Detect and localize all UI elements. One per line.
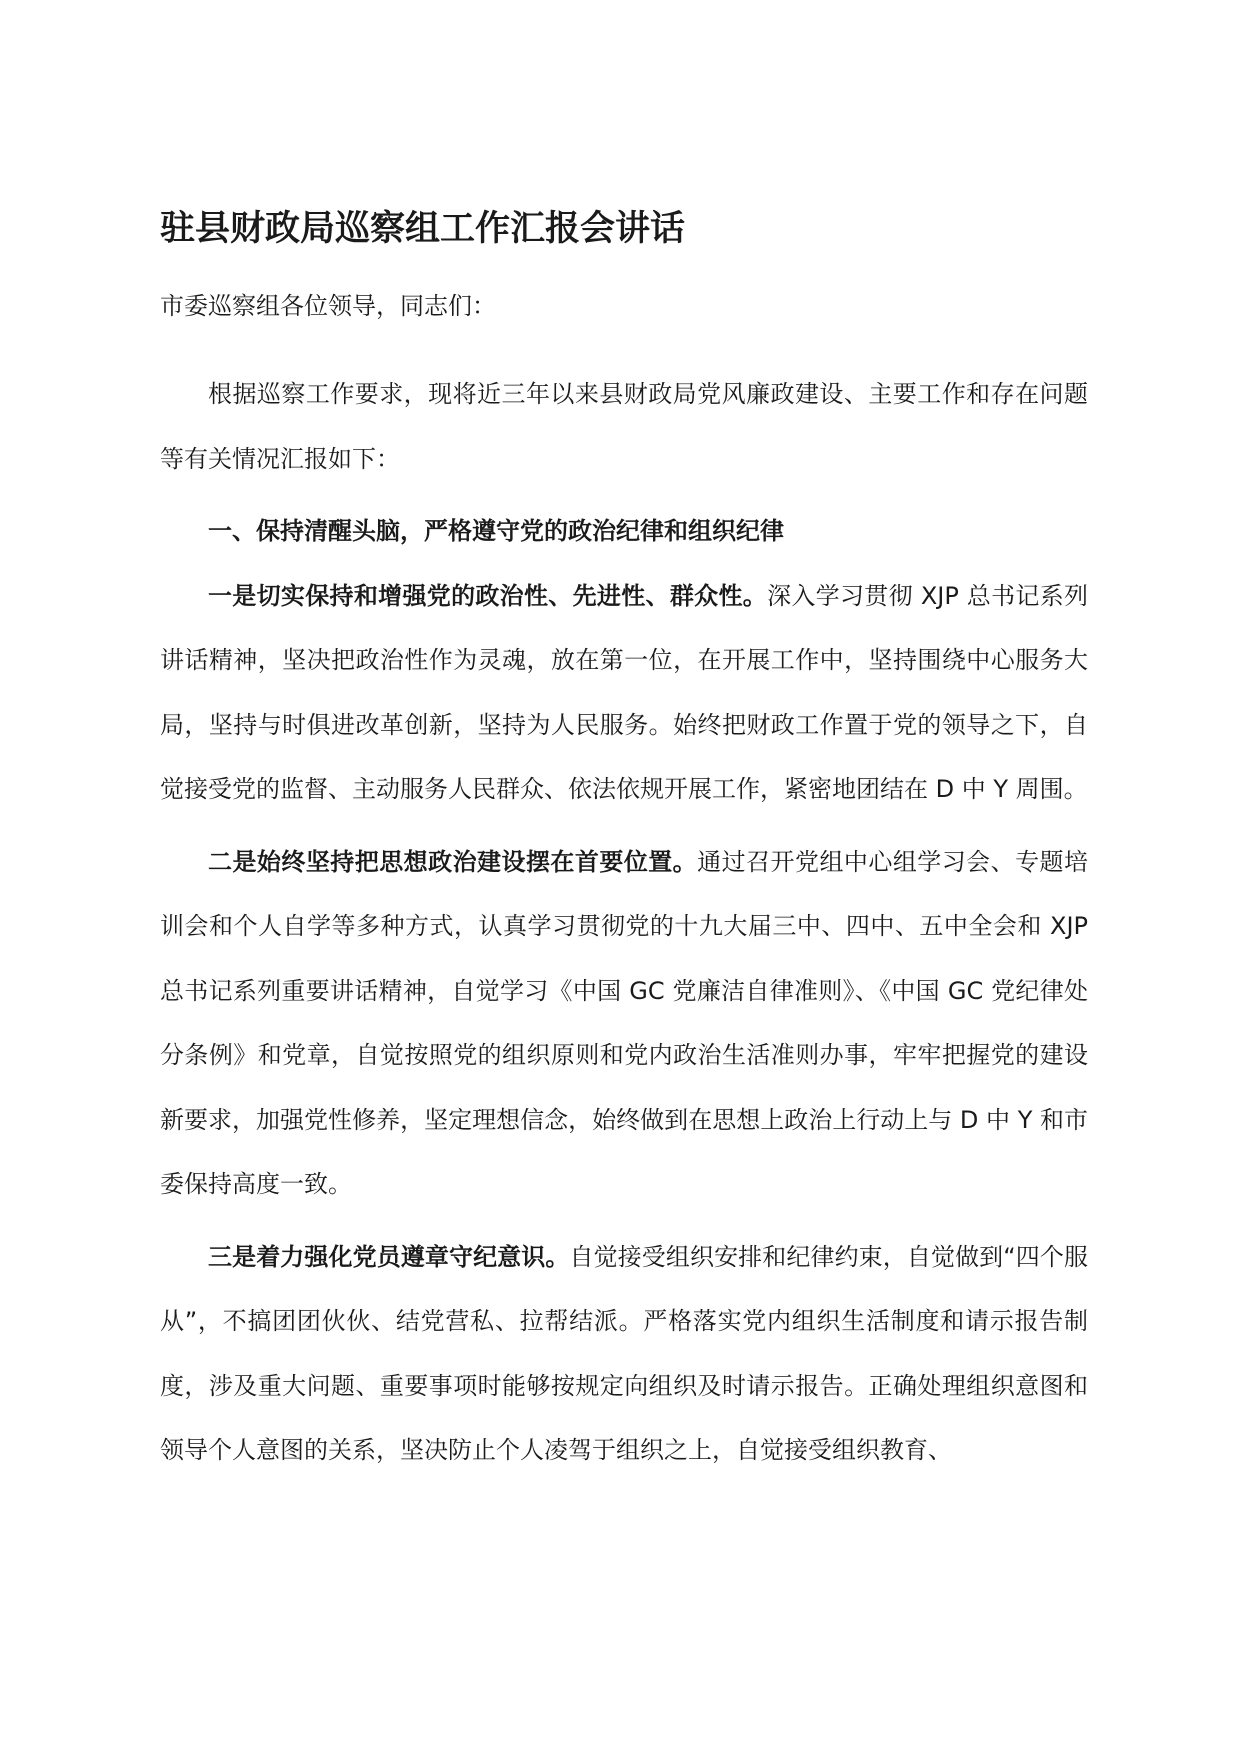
salutation: 市委巡察组各位领导，同志们： xyxy=(160,292,496,320)
paragraph-2 xyxy=(160,830,1088,1217)
paragraph-1 xyxy=(160,564,1088,822)
paragraph-lead: 二是始终坚持把思想政治建设摆在首要位置。 xyxy=(208,847,698,876)
intro-paragraph: 根据巡察工作要求，现将近三年以来县财政局党风廉政建设、主要工作和存在问题等有关情况汇报如下： xyxy=(160,380,1088,473)
document-body xyxy=(160,362,1088,1483)
section-heading: 一、保持清醒头脑，严格遵守党的政治纪律和组织纪律 xyxy=(208,517,784,545)
paragraph-lead: 一是切实保持和增强党的政治性、先进性、群众性。 xyxy=(208,581,768,610)
document-title: 驻县财政局巡察组工作汇报会讲话 xyxy=(160,209,686,249)
paragraph-text: 通过召开党组中心组学习会、专题培训会和个人自学等多种方式，认真学习贯彻党的十九大届三中、四中、五中全会和 XJP 总书记系列重要讲话精神，自觉学习《中国 GC 党廉洁自律准则》、《中国 GC 党纪律处分条例》和党章，自觉按照党的组织原则和党内政治生活准则办事，牢牢把握党的建设新要求，加强党性修养，坚定理想信念，始终做到在思想上政治上行动上与 D 中 Y 和市委保持高度一致。 xyxy=(160,847,1089,1198)
paragraph-text: 自觉接受组织安排和纪律约束，自觉做到“四个服从”，不搞团团伙伙、结党营私、拉帮结派。严格落实党内组织生活制度和请示报告制度，涉及重大问题、重要事项时能够按规定向组织及时请示报告。正确处理组织意图和领导个人意图的关系，坚决防止个人凌驾于组织之上，自觉接受组织教育、 xyxy=(160,1242,1088,1464)
paragraph-text: 深入学习贯彻 XJP 总书记系列讲话精神，坚决把政治性作为灵魂，放在第一位，在开展工作中，坚持围绕中心服务大局，坚持与时俱进改革创新，坚持为人民服务。始终把财政工作置于党的领导之下，自觉接受党的监督、主动服务人民群众、依法依规开展工作，紧密地团结在 D 中 Y 周围。 xyxy=(160,581,1088,803)
paragraph-lead: 三是着力强化党员遵章守纪意识。 xyxy=(208,1242,570,1271)
paragraph-3 xyxy=(160,1225,1088,1483)
